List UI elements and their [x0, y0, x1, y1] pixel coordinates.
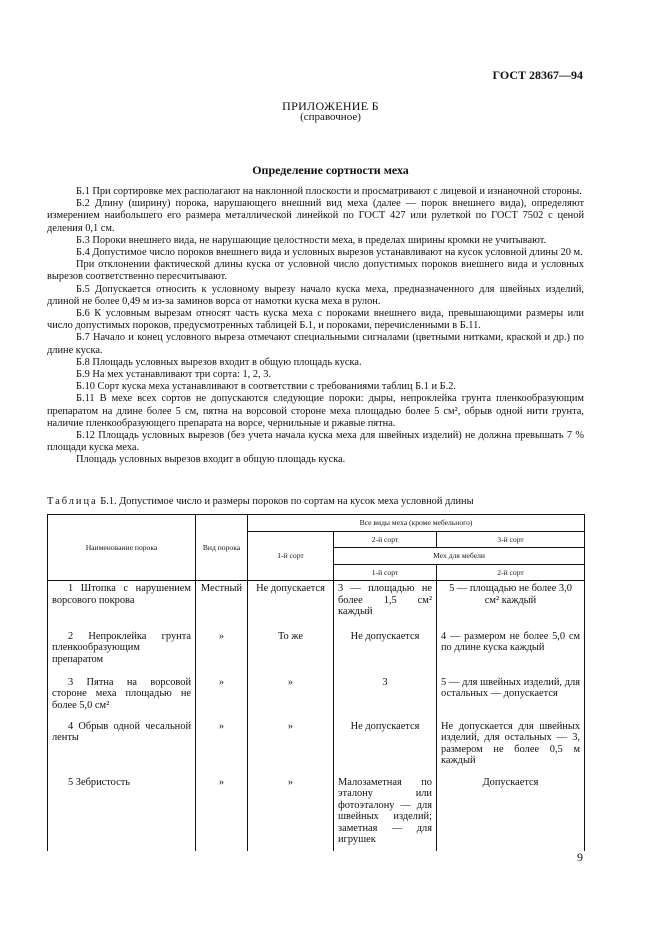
section-title: Определение сортности меха: [252, 163, 409, 177]
sort2-value: 3: [334, 675, 437, 719]
table-row: [48, 775, 585, 851]
paragraph: Б.7 Начало и конец условного выреза отмечают специальными сигналами (цветными нитками, краской и др.) по длине куска.: [47, 332, 584, 356]
table-caption-text: Б.1. Допустимое число и размеры пороков по сортам на кусок меха условной длины: [100, 496, 474, 507]
sort2-value: Малозаметная по эталону или фотоэталону — для швейных изделий; заметная — для игрушек: [334, 775, 437, 851]
sort1-value: »: [248, 675, 334, 719]
paragraph: Б.10 Сорт куска меха устанавливают в соответствии с требованиями таблиц Б.1 и Б.2.: [76, 381, 456, 393]
sort1-value: То же: [248, 629, 334, 675]
header-name: Наименование порока: [48, 515, 196, 581]
defect-name: 1 Штопка с нарушением ворсового покрова: [48, 581, 196, 629]
defects-table: [47, 514, 585, 851]
table-row: [48, 675, 585, 719]
defect-kind: »: [196, 775, 248, 851]
paragraph: Б.8 Площадь условных вырезов входит в общую площадь куска.: [76, 356, 362, 368]
defect-name: 2 Непроклейка грунта пленкообразующим препаратом: [48, 629, 196, 675]
sort1-value: Не допускается: [248, 581, 334, 629]
sort1-value: »: [248, 775, 334, 851]
table-caption-label: Таблица: [47, 496, 98, 507]
document-code: ГОСТ 28367—94: [492, 68, 583, 82]
header-furniture-sort2: 2-й сорт: [437, 564, 585, 581]
header-kind: Вид порока: [196, 515, 248, 581]
paragraph: Б.3 Пороки внешнего вида, не нарушающие целостности меха, в пределах ширины кромки не учитывают.: [76, 234, 547, 246]
defect-name: 4 Обрыв одной чесальной ленты: [48, 719, 196, 775]
header-sort1: 1-й сорт: [248, 531, 334, 581]
table-caption: [47, 496, 474, 507]
header-sort2: 2-й сорт: [334, 531, 437, 548]
paragraph: Площадь условных вырезов входит в общую площадь куска.: [76, 454, 346, 466]
paragraph: При отклонении фактической длины куска от условной число допустимых пороков внешнего вида и условных вырезов соответственно пересчитывают.: [47, 259, 584, 283]
header-furniture-sort1: 1-й сорт: [334, 564, 437, 581]
paragraph: Б.11 В мехе всех сортов не допускаются следующие пороки: дыры, непроклейка грунта пленкообразующим препаратом на длине более 5 см, пятна на ворсовой стороне меха площадью более 5 см², обрыв одной нити грунта, наличие пленкообразующего препарата на ворсе, чернильные и ржавые пятна.: [47, 393, 584, 429]
page-number: 9: [577, 850, 583, 864]
header-sort3: 3-й сорт: [437, 531, 585, 548]
sort3-value: Не допускается для швейных изделий, для остальных — 3, размером не более 0,5 м каждый: [437, 719, 585, 775]
paragraph: Б.5 Допускается относить к условному вырезу начало куска меха, предназначенного для швейных изделий, длиной не более 0,49 м из-за заминов ворса от намотки куска меха в рулон.: [47, 283, 584, 307]
paragraph: Б.1 При сортировке мех располагают на наклонной плоскости и просматривают с лицевой и изнаночной стороны.: [76, 186, 582, 197]
paragraph: Б.4 Допустимое число пороков внешнего вида и условных вырезов устанавливают на кусок условной длины 20 м.: [76, 247, 583, 259]
defect-kind: »: [196, 675, 248, 719]
paragraph: Б.9 На мех устанавливают три сорта: 1, 2, 3.: [76, 369, 272, 381]
defect-name: 3 Пятна на ворсовой стороне меха площадью не более 5,0 см²: [48, 675, 196, 719]
table-row: [48, 581, 585, 629]
paragraph: Б.12 Площадь условных вырезов (без учета начала куска меха для швейных изделий) не должна превышать 7 % площади куска меха.: [47, 430, 584, 454]
sort3-value: 5 — для швейных изделий, для остальных — допускается: [437, 675, 585, 719]
sort2-value: 3 — площадью не более 1,5 см² каждый: [334, 581, 437, 629]
sort2-value: Не допускается: [334, 719, 437, 775]
sort2-value: Не допускается: [334, 629, 437, 675]
sort3-value: Допускается: [437, 775, 585, 851]
sort3-value: 4 — размером не более 5,0 см по длине куска каждый: [437, 629, 585, 675]
header-all-types: Все виды меха (кроме мебельного): [248, 515, 585, 532]
appendix-title: ПРИЛОЖЕНИЕ Б: [282, 99, 379, 113]
defect-kind: »: [196, 719, 248, 775]
body-text: [47, 186, 584, 467]
appendix-note: (справочное): [300, 111, 361, 123]
paragraph: Б.6 К условным вырезам относят часть куска меха с пороками внешнего вида, превышающими размеры или число допустимых пороков, предусмотренных таблицей Б.1, и пороками, перечисленными в Б.11.: [47, 308, 584, 332]
defect-kind: Местный: [196, 581, 248, 629]
header-furniture: Мех для мебели: [334, 548, 585, 565]
table-row: [48, 629, 585, 675]
sort1-value: »: [248, 719, 334, 775]
sort3-value: 5 — площадью не более 3,0 см² каждый: [437, 581, 585, 629]
defect-kind: »: [196, 629, 248, 675]
table-row: [48, 719, 585, 775]
defect-name: 5 Зебристость: [48, 775, 196, 851]
paragraph: Б.2 Длину (ширину) порока, нарушающего внешний вид меха (далее — порок внешнего вида), определяют измерением наибольшего его размера металлической линейкой по ГОСТ 427 или рулеткой по ГОСТ 7502 с ценой деления 0,1 см.: [47, 198, 584, 234]
